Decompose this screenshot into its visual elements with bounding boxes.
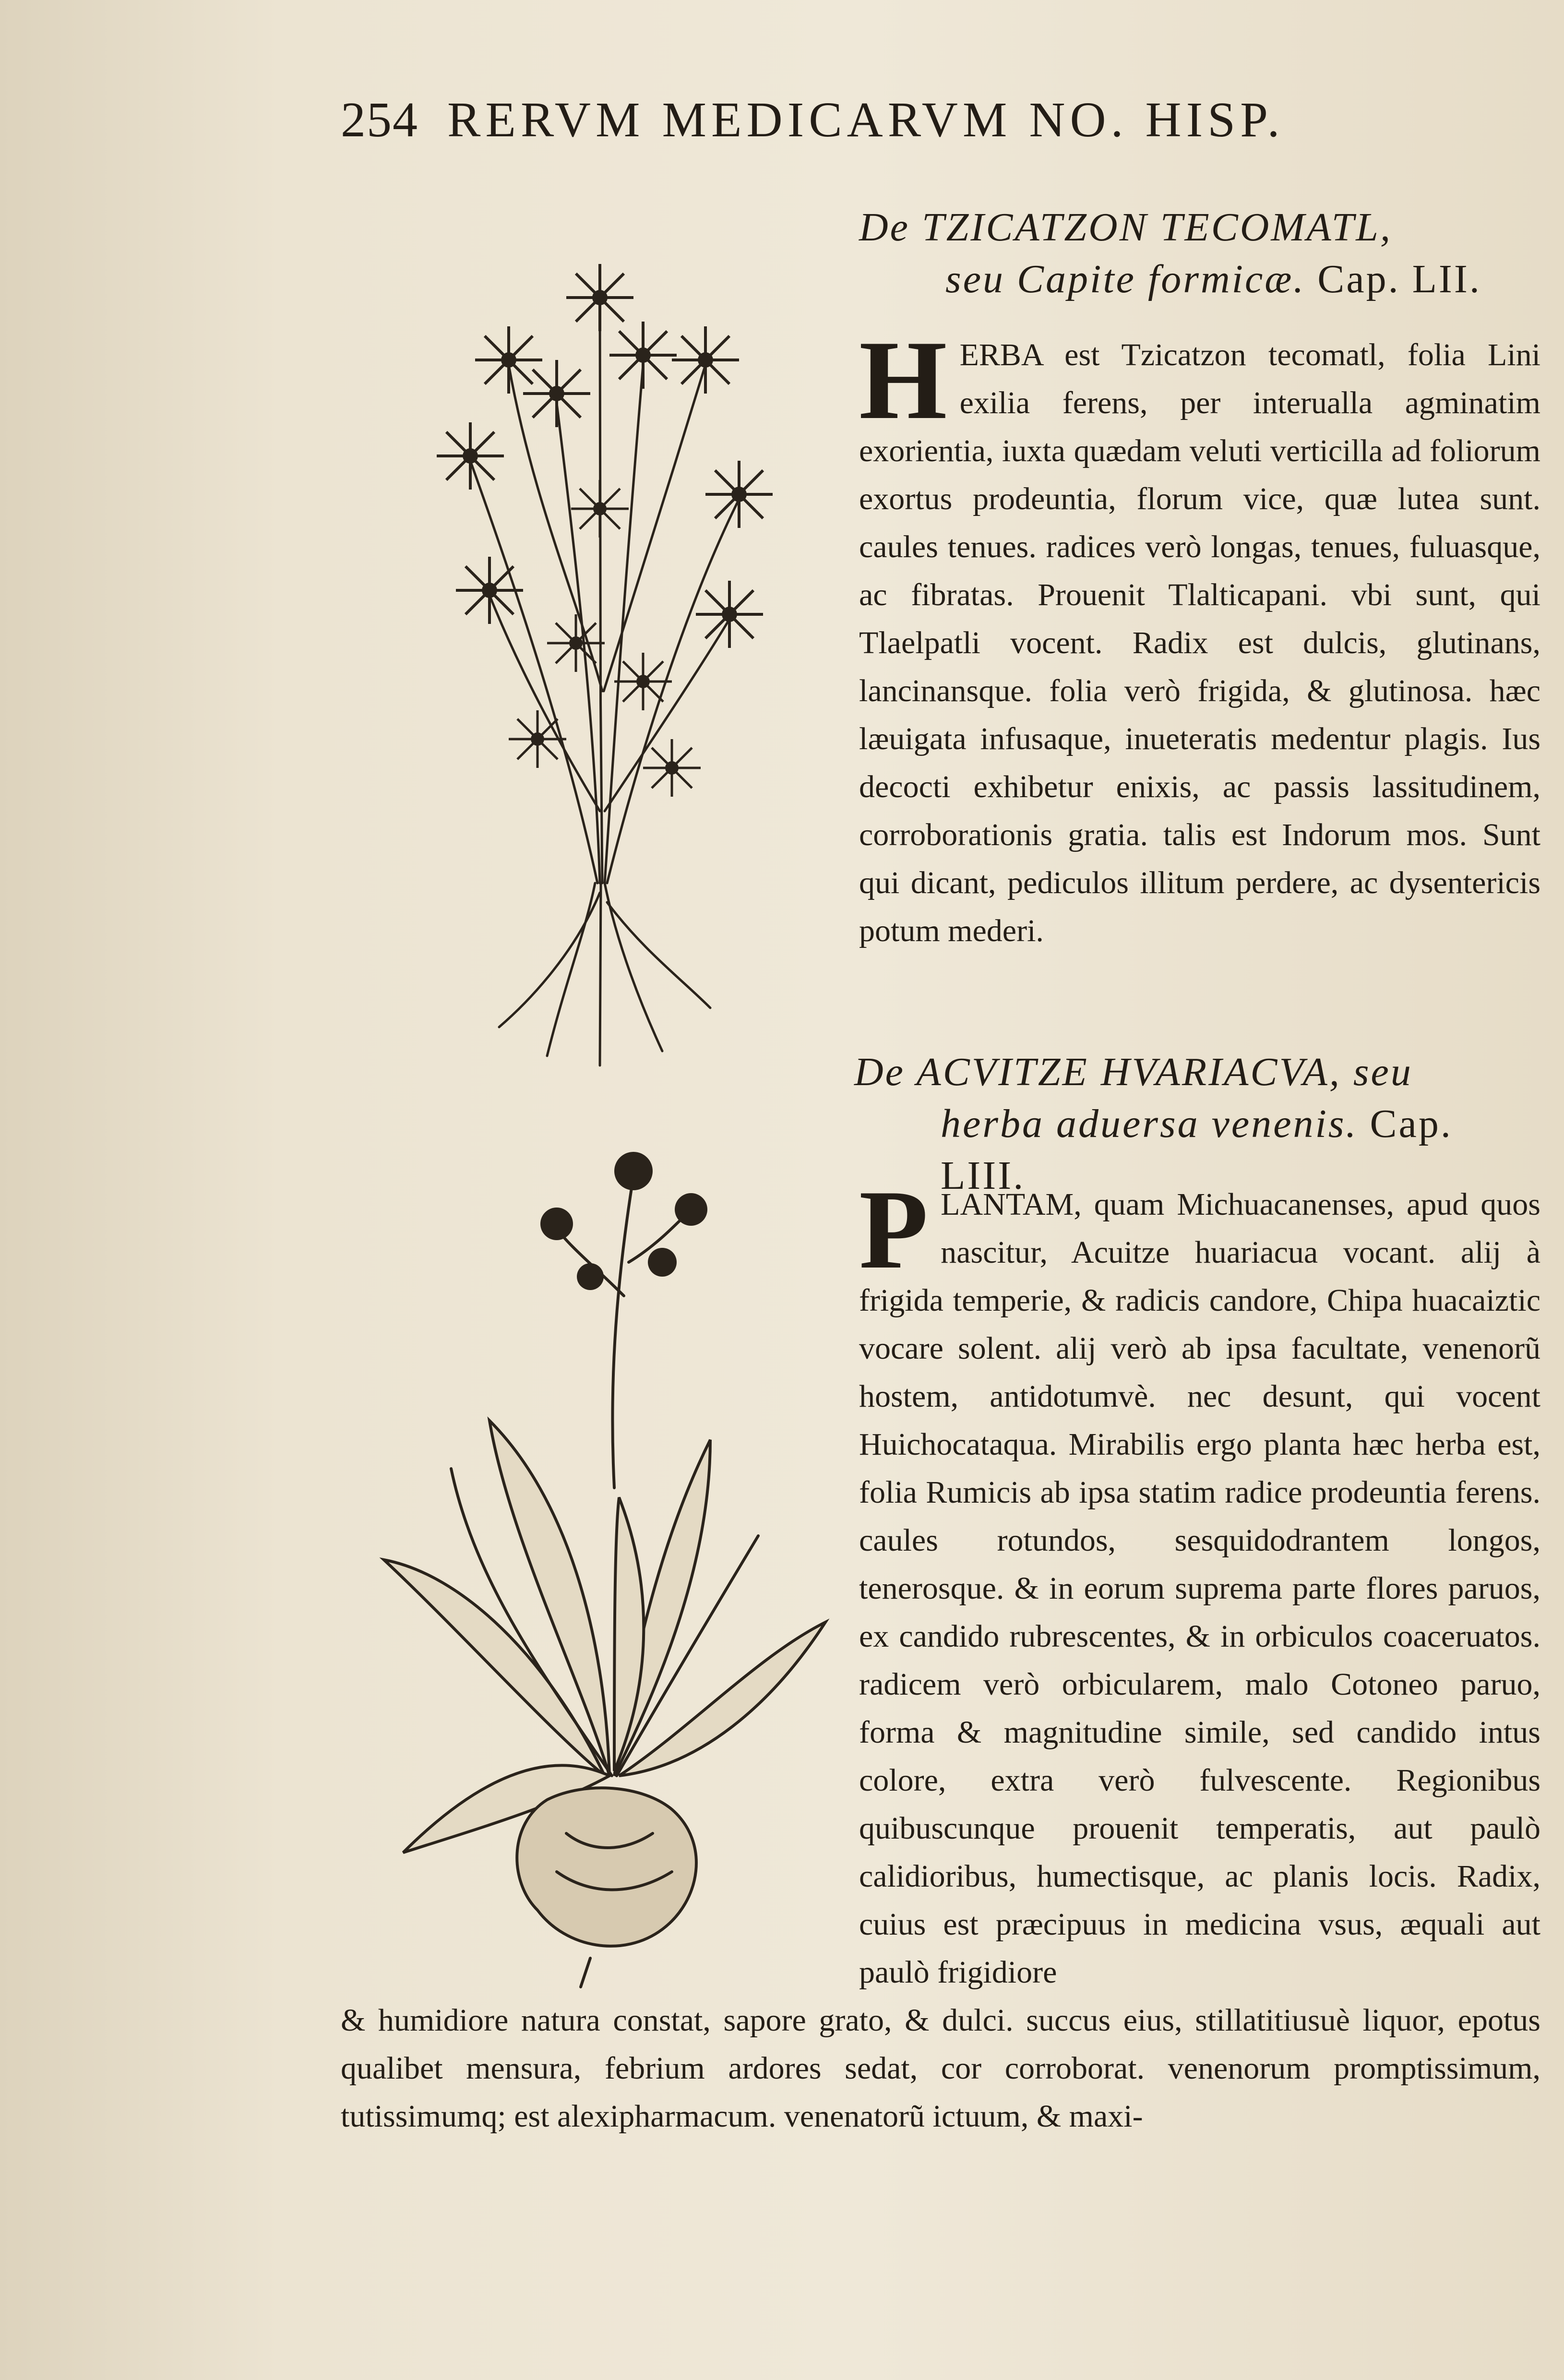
running-title: RERVM MEDICARVM NO. HISP.	[447, 92, 1285, 147]
chapter-53-title	[854, 1046, 1540, 1202]
chapter-52-dropcap: H	[859, 318, 947, 443]
page-number: 254	[341, 92, 418, 147]
chapter-52-title	[859, 202, 1540, 305]
chapter-53-title-line1: De ACVITZE HVARIACVA, seu	[854, 1050, 1413, 1094]
chapter-52-text	[859, 318, 1540, 1003]
woodcut-tzicatzon-plant	[374, 163, 835, 1075]
page-header	[341, 91, 1445, 158]
chapter-53-body: LANTAM, quam Michuacanenses, apud quos nascitur, Acuitze huariacua vocant. alij à frigida temperie, & radicis candore, Chipa huacaiztic vocare solent. alij verò ab ipsa facultate, venenorũ hostem, antidotumvè. nec desunt, qui vocent Huichocataqua. Mirabilis ergo planta hæc herba est, folia Rumicis ab ipsa statim radice prodeuntia ferens. caules rotundos, sesquidodrantem longos, tenerosque. & in eorum suprema parte flores paruos, ex candido rubrescentes, & in orbiculos coaceruatos. radicem verò orbicularem, malo Cotoneo paruo, forma & magnitudine simile, sed candido intus colore, extra verò fulvescente. Regionibus quibuscunque prouenit temperatis, aut paulò calidioribus, humectisque, ac planis locis. Radix, cuius est præcipuus in medicina vsus, æquali aut paulò frigidiore	[859, 1187, 1540, 1990]
tzicatzon-plant-illustration	[374, 163, 835, 1075]
chapter-52-title-line2: seu Capite formicæ.	[945, 257, 1306, 301]
chapter-53-title-line2: herba aduersa venenis.	[941, 1101, 1358, 1146]
chapter-53-text	[859, 1167, 1540, 1997]
chapter-52-title-line1: De TZICATZON TECOMATL,	[859, 205, 1393, 250]
chapter-53-body-continued: & humidiore natura constat, sapore grato, & dulci. succus eius, stillatitiusuè liquor, epotus qualibet mensura, febrium ardores sedat, cor corroborat. venenorum promptissimum, tutissimumq; est alexipharmacum. venenatorũ ictuum, & maxi-	[341, 2003, 1540, 2134]
chapter-53-dropcap: P	[859, 1167, 929, 1292]
chapter-52-body: ERBA est Tzicatzon tecomatl, folia Lini exilia ferens, per interualla agminatim exorientia, iuxta quædam veluti verticilla ad foliorum exortus prodeuntia, florum vice, quæ lutea sunt. caules tenues. radices verò longas, tenues, fuluasque, ac fibratas. Prouenit Tlalticapani. vbi sunt, qui Tlaelpatli vocent. Radix est dulcis, glutinans, lancinansque. folia verò frigida, & glutinosa. hæc læuigata infusaque, inueteratis medentur plagis. Ius decocti exhibetur enixis, ac passis lassitudinem, corroborationis gratia. talis est Indorum mos. Sunt qui dicant, pediculos illitum perdere, ac dysentericis potum mederi.	[859, 337, 1540, 948]
chapter-53-number: Cap. LIII.	[941, 1101, 1453, 1198]
acuitze-plant-illustration	[365, 1104, 840, 1992]
chapter-52-number: Cap. LII.	[1317, 257, 1481, 301]
woodcut-acuitze-plant	[365, 1104, 840, 1992]
chapter-53-text-continued	[341, 1997, 1540, 2198]
